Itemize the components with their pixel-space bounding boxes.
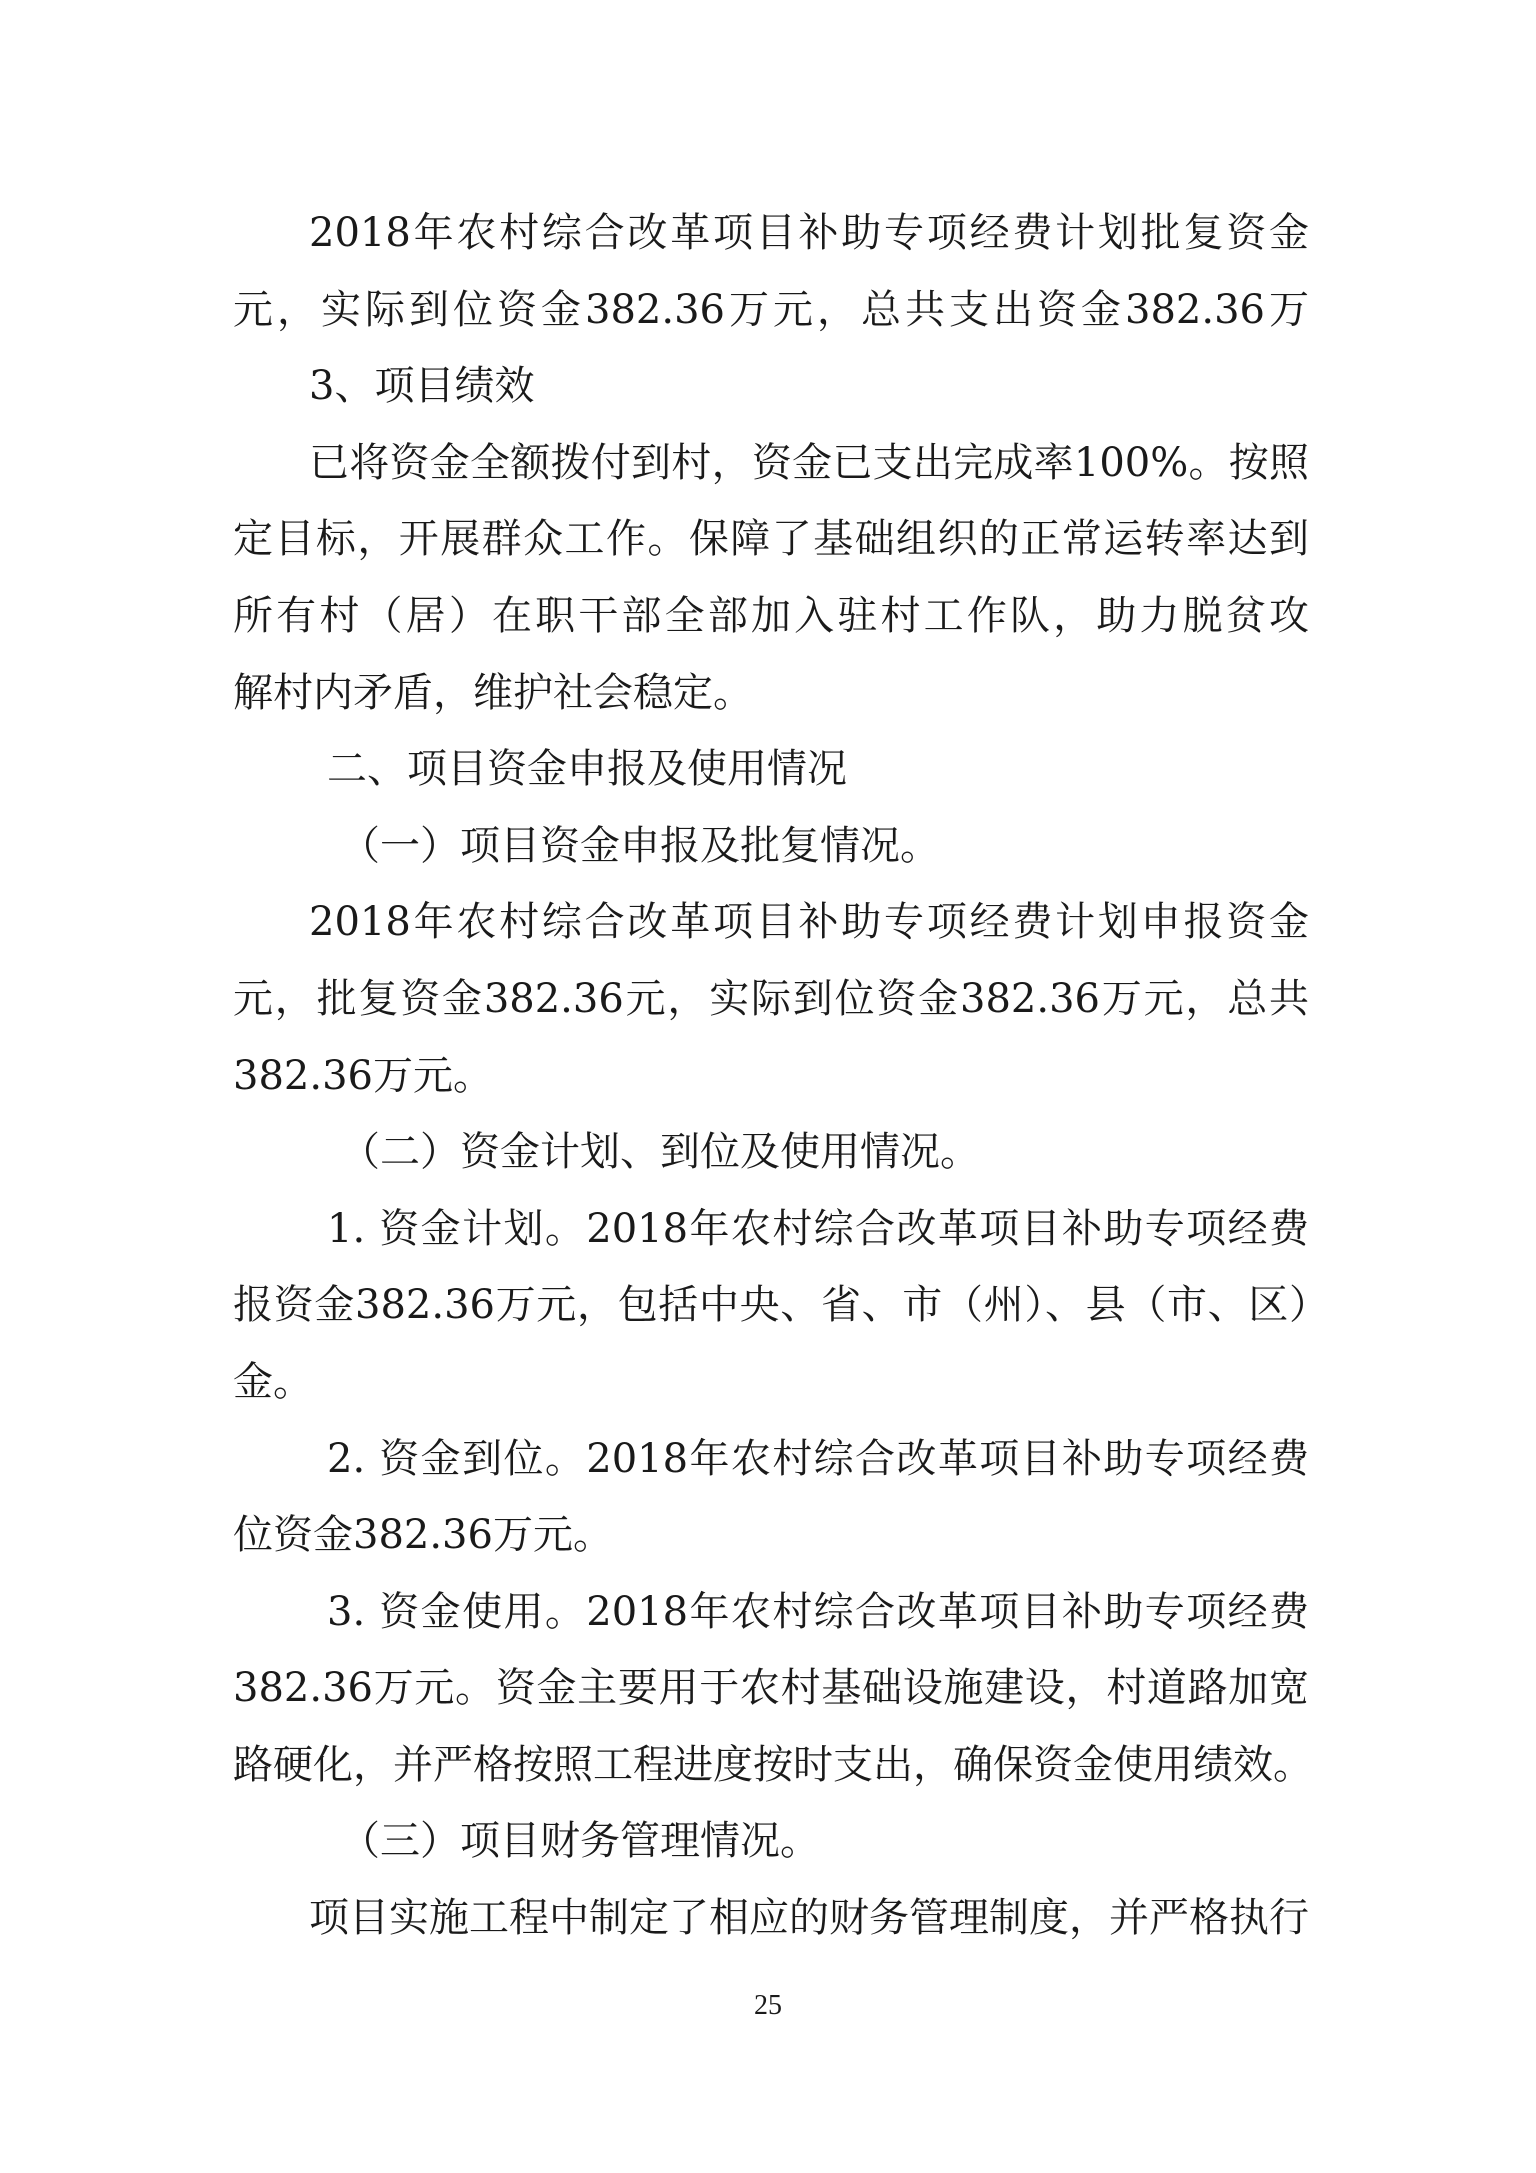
paragraph-line: 1. 资金计划。2018年农村综合改革项目补助专项经费 <box>327 1205 1309 1252</box>
subsection-heading: （二）资金计划、到位及使用情况。 <box>340 1129 980 1176</box>
paragraph-line: 3. 资金使用。2018年农村综合改革项目补助专项经费 <box>327 1588 1309 1635</box>
paragraph-line: 2. 资金到位。2018年农村综合改革项目补助专项经费 <box>327 1435 1309 1482</box>
paragraph-line: 382.36万元。资金主要用于农村基础设施建设，村道路加宽 <box>233 1665 1309 1712</box>
page-number: 25 <box>754 1990 782 2021</box>
paragraph-line: 382.36万元。 <box>233 1052 493 1099</box>
subsection-heading: （一）项目资金申报及批复情况。 <box>340 822 940 869</box>
section-heading: 3、项目绩效 <box>309 363 535 410</box>
paragraph-line: 2018年农村综合改革项目补助专项经费计划批复资金 <box>309 210 1309 256</box>
paragraph-line: 项目实施工程中制定了相应的财务管理制度，并严格执行 <box>309 1895 1309 1942</box>
paragraph-line: 位资金382.36万元。 <box>233 1512 613 1559</box>
paragraph-line: 解村内矛盾，维护社会稳定。 <box>233 669 753 716</box>
paragraph-line: 已将资金全额拨付到村，资金已支出完成率100%。按照 <box>309 439 1309 486</box>
body-text <box>233 195 1313 1957</box>
paragraph-line: 元，实际到位资金382.36万元，总共支出资金382.36万 <box>233 286 1309 333</box>
paragraph-line: 报资金382.36万元，包括中央、省、市（州）、县（市、区） <box>233 1282 1309 1329</box>
paragraph-line: 元，批复资金382.36元，实际到位资金382.36万元，总共 <box>233 975 1309 1022</box>
section-heading: 二、项目资金申报及使用情况 <box>327 746 847 793</box>
paragraph-line: 路硬化，并严格按照工程进度按时支出，确保资金使用绩效。 <box>233 1741 1313 1788</box>
paragraph-line: 2018年农村综合改革项目补助专项经费计划申报资金 <box>309 899 1309 946</box>
paragraph-line: 金。 <box>233 1358 313 1405</box>
subsection-heading: （三）项目财务管理情况。 <box>340 1818 820 1865</box>
paragraph-line: 定目标，开展群众工作。保障了基础组织的正常运转率达到 <box>233 516 1309 563</box>
paragraph-line: 所有村（居）在职干部全部加入驻村工作队，助力脱贫攻 <box>233 592 1309 639</box>
